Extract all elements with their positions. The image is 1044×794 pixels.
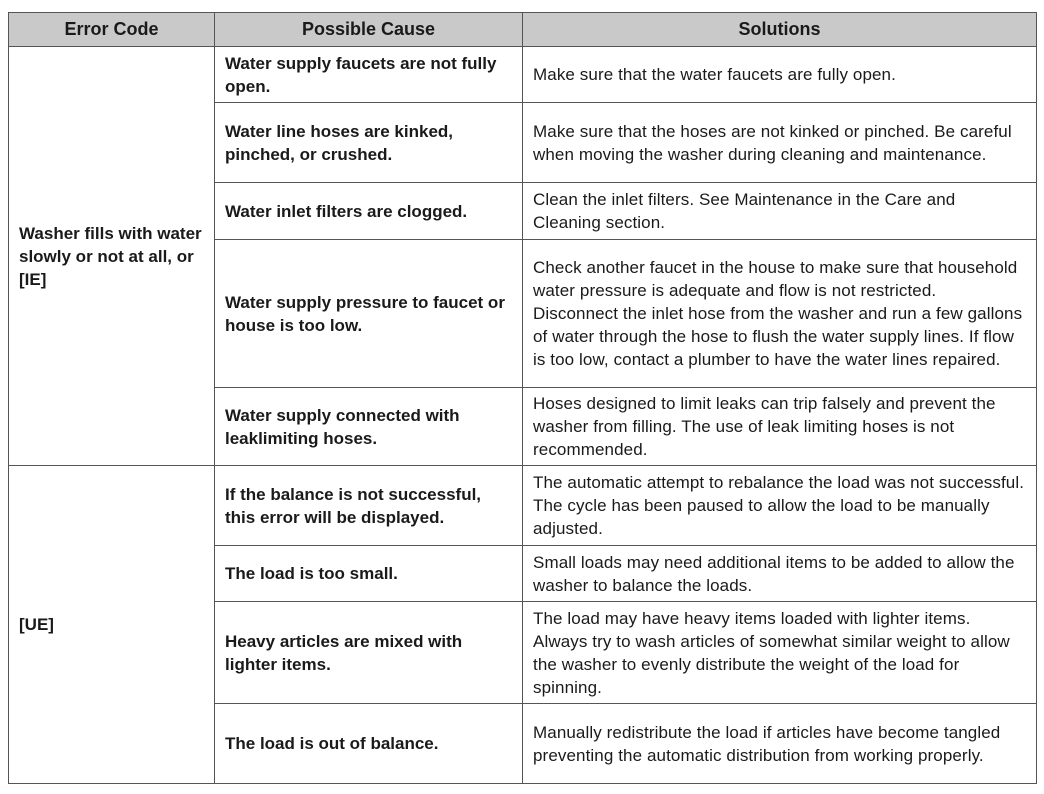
solution-cell: Clean the inlet filters. See Maintenance in the Care and Cleaning section. <box>523 183 1037 240</box>
header-row <box>9 13 1037 47</box>
solution-cell: Small loads may need additional items to be added to allow the washer to balance the loads. <box>523 546 1037 602</box>
header-solutions: Solutions <box>523 13 1037 47</box>
header-possible-cause: Possible Cause <box>215 13 523 47</box>
solution-cell: The automatic attempt to rebalance the load was not successful. The cycle has been paused to allow the load to be manually adjusted. <box>523 466 1037 546</box>
solution-cell: Hoses designed to limit leaks can trip falsely and prevent the washer from filling. The use of leak limiting hoses is not recommended. <box>523 388 1037 466</box>
solution-cell: Make sure that the hoses are not kinked or pinched. Be careful when moving the washer during cleaning and maintenance. <box>523 103 1037 183</box>
troubleshooting-table <box>8 12 1037 784</box>
troubleshooting-table-wrapper <box>8 12 1037 784</box>
cause-cell: Water supply pressure to faucet or house is too low. <box>215 240 523 388</box>
cause-cell: If the balance is not successful, this error will be displayed. <box>215 466 523 546</box>
solution-cell: Manually redistribute the load if articles have become tangled preventing the automatic distribution from working properly. <box>523 704 1037 784</box>
cause-cell: Water inlet filters are clogged. <box>215 183 523 240</box>
cause-cell: The load is too small. <box>215 546 523 602</box>
cause-cell: Heavy articles are mixed with lighter items. <box>215 602 523 704</box>
header-error-code: Error Code <box>9 13 215 47</box>
solution-cell: Check another faucet in the house to make sure that household water pressure is adequate and flow is not restricted. Disconnect the inlet hose from the washer and run a few gallons of water through the hose to flush the water supply lines. If flow is too low, contact a plumber to have the water lines repaired. <box>523 240 1037 388</box>
solution-cell: Make sure that the water faucets are fully open. <box>523 47 1037 103</box>
cause-cell: Water supply connected with leaklimiting hoses. <box>215 388 523 466</box>
cause-cell: Water supply faucets are not fully open. <box>215 47 523 103</box>
error-code-ue: [UE] <box>9 466 215 784</box>
table-row <box>9 466 1037 546</box>
table-row <box>9 47 1037 103</box>
error-code-ie: Washer fills with water slowly or not at all, or [IE] <box>9 47 215 466</box>
cause-cell: The load is out of balance. <box>215 704 523 784</box>
solution-cell: The load may have heavy items loaded with lighter items. Always try to wash articles of somewhat similar weight to allow the washer to evenly distribute the weight of the load for spinning. <box>523 602 1037 704</box>
cause-cell: Water line hoses are kinked, pinched, or crushed. <box>215 103 523 183</box>
